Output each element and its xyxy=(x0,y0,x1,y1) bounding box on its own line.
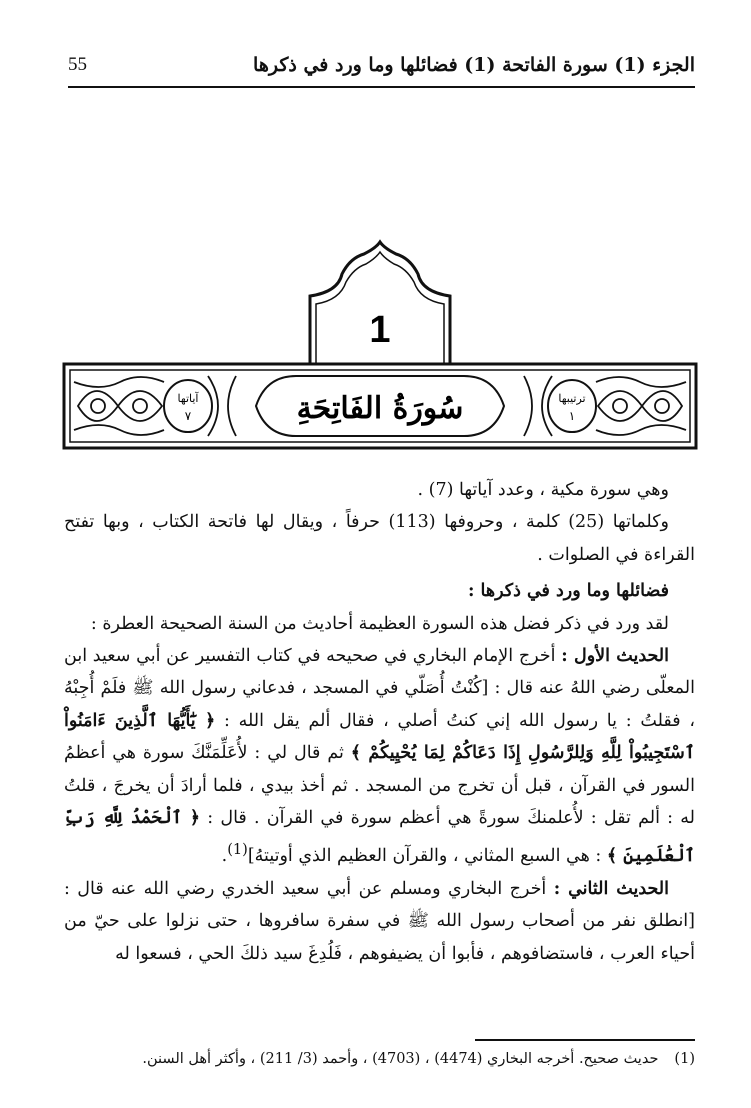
body-text xyxy=(64,474,695,970)
hadith-1-paragraph: الحديث الأول : أخرج الإمام البخاري في صحيحه في كتاب التفسير عن أبي سعيد ابن المعلّى رضي اللهُ عنه قال : [كُنْتُ أُصَلّي في المسجد ، فدعاني رسول الله ﷺ فلَمْ أُجِبْهُ ، فقلتُ : يا رسول الله إني كنتُ أصلي ، فقال ألم يقل الله : ﴿ يَٰٓأَيُّهَا ٱلَّذِينَ ءَامَنُواْ ٱسْتَجِيبُواْ لِلَّهِ وَلِلرَّسُولِ إِذَا دَعَاكُمْ لِمَا يُحْيِيكُمْ ﴾ ثم قال لي : لأُعَلِّمَنَّكَ سورة هي أعظمُ السور في القرآن ، قبل أن تخرج من المسجد . ثم أخذ بيدي ، فلما أرادَ أن يخرجَ ، قلتُ له : ألم تقل : لأُعلمنكَ سورةً هي أعظم سورة في القرآن . قال : ﴿ ٱلْحَمْدُ لِلَّهِ رَبِّ ٱلْعَٰلَمِينَ ﴾ : هي السبع المثاني ، والقرآن العظيم الذي أوتيتهُ]$^{(1)}$. xyxy=(64,646,695,867)
hadith-2-lead: الحديث الثاني : xyxy=(553,878,669,899)
hadith-1-lead: الحديث الأول : xyxy=(561,646,670,667)
order-medallion xyxy=(548,380,596,432)
hadith-1-quran-verse-2: ﴿ ٱلْحَمْدُ لِلَّهِ رَبِّ ٱلْعَٰلَمِينَ ﴾ xyxy=(64,808,695,867)
order-value: ١ xyxy=(568,409,576,423)
intro-paragraph-1: وهي سورة مكية ، وعدد آياتها (7) . xyxy=(417,480,669,500)
running-header xyxy=(68,52,695,86)
ayat-value: ٧ xyxy=(184,409,192,423)
hadith-2-paragraph xyxy=(64,873,695,970)
section-intro: لقد ورد في ذكر فضل هذه السورة العظيمة أحاديث من السنة الصحيحة العطرة : xyxy=(90,613,669,634)
hadith-2-text: أخرج البخاري ومسلم عن أبي سعيد الخدري رضي الله عنه قال : [انطلق نفر من أصحاب رسول الله ﷺ في سفرة سافروها ، حتى نزلوا على حيّ من أحياء العرب ، فاستضافوهم ، فأبوا أن يضيفوهم ، فَلُدِغَ سيد ذلكَ الحي ، فسعوا له xyxy=(64,878,695,964)
hadith-1-text-a: أخرج الإمام البخاري في صحيحه في كتاب التفسير عن أبي سعيد ابن المعلّى رضي اللهُ عنه قال : [كُنْتُ أُصَلّي في المسجد ، فدعاني رسول الله ﷺ فلَمْ أُجِبْهُ ، فقلتُ : يا رسول الله إني كنتُ أصلي ، فقال ألم يقل الله : xyxy=(64,646,695,731)
ayat-label: آياتها xyxy=(177,392,199,405)
footnote-rule xyxy=(475,1039,695,1041)
section-heading: فضائلها وما ورد في ذكرها : xyxy=(467,581,669,602)
footnote-number: (1) xyxy=(674,1051,695,1067)
footnote xyxy=(64,1046,695,1072)
intro-paragraph-2: وكلماتها (25) كلمة ، وحروفها (113) حرفاً ، ويقال لها فاتحة الكتاب ، وبها تفتح القراءة في الصلوات . xyxy=(64,512,695,565)
header-rule xyxy=(68,86,695,88)
footnote-reference[interactable]: (1) xyxy=(227,841,248,859)
ayat-medallion xyxy=(164,380,212,432)
sura-number: 1 xyxy=(369,309,391,351)
sura-title-ornament xyxy=(60,236,700,462)
running-title: الجزء (1) سورة الفاتحة (1) فضائلها وما ورد في ذكرها xyxy=(253,54,695,76)
hadith-1-text-b: ثم قال لي : لأُعَلِّمَنَّكَ سورة هي أعظمُ السور في القرآن ، قبل أن تخرج من المسجد . ثم أخذ بيدي ، فلما أرادَ أن يخرجَ ، قلتُ له : ألم تقل : لأُعلمنكَ سورةً هي أعظم سورة في القرآن . قال : xyxy=(64,743,695,829)
sura-name: سُورَةُ الفَاتِحَةِ xyxy=(296,391,464,426)
ornament-band xyxy=(64,364,696,448)
hadith-1-text-c: : هي السبع المثاني ، والقرآن العظيم الذي أوتيتهُ] xyxy=(247,846,607,867)
order-label: ترتيبها xyxy=(558,392,586,405)
page-number: 55 xyxy=(68,54,87,75)
footnote-text: حديث صحيح. أخرجه البخاري (4474) ، (4703) ، وأحمد (3/ 211) ، وأكثر أهل السنن. xyxy=(142,1051,659,1067)
hadith-1-quran-verse-1: ﴿ يَٰٓأَيُّهَا ٱلَّذِينَ ءَامَنُواْ ٱسْتَجِيبُواْ لِلَّهِ وَلِلرَّسُولِ إِذَا دَعَاكُمْ لِمَا يُحْيِيكُمْ ﴾ xyxy=(64,710,695,764)
